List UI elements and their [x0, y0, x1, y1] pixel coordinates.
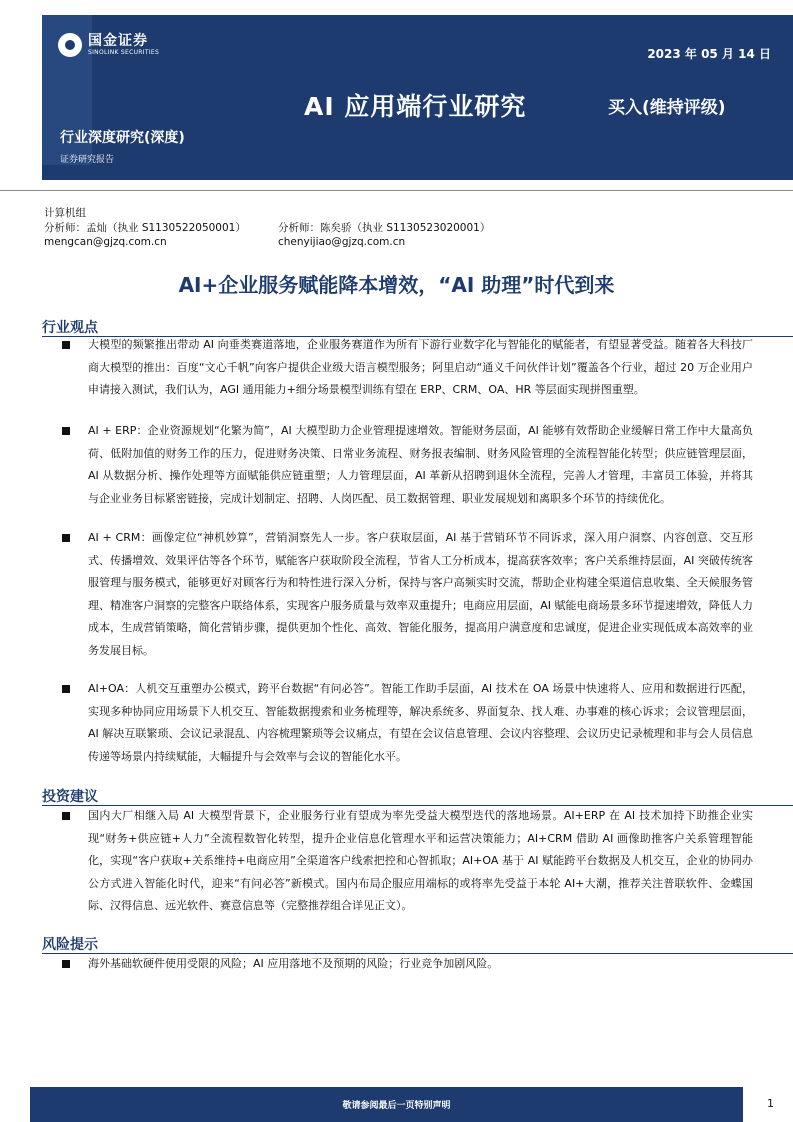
logo-name-en: SINOLINK SECURITIES [88, 49, 160, 56]
header-divider [0, 190, 793, 191]
analyst-2: 分析师：陈矣骄（执业 S1130523020001） [278, 222, 491, 234]
report-subtype: 证券研究报告 [60, 155, 115, 165]
report-title: AI 应用端行业研究 [304, 92, 527, 121]
analyst-1-email[interactable]: mengcan@gjzq.com.cn [44, 236, 167, 248]
analyst-2-email[interactable]: chenyijiao@gjzq.com.cn [278, 236, 406, 248]
bullet-icon [62, 685, 70, 693]
section-title-risk: 风险提示 [42, 937, 98, 953]
risk-paragraph: 海外基础软硬件使用受限的风险；AI 应用落地不及预期的风险；行业竞争加剧风险。 [88, 957, 499, 970]
header-banner [42, 15, 793, 180]
bullet-icon [62, 341, 70, 349]
report-type: 行业深度研究(深度) [60, 130, 185, 146]
section-title-view: 行业观点 [42, 320, 98, 336]
company-logo [58, 33, 159, 57]
view-paragraph: 大模型的频繁推出带动 AI 向垂类赛道落地，企业服务赛道作为所有下游行业数字化与智能化的赋能者，有望显著受益。随着各大科技厂商大模型的推出：百度“文心千帆”向客户提供企业级大语言模型服务；阿里启动“通义千问伙伴计划”覆盖各个行业，超过 20 万企业用户申请接入测试，我们认为，AGI 通用能力+细分场景模型训练有望在 ERP、CRM、OA、HR 等层面实现拼图重塑。 [88, 338, 753, 396]
bullet-icon [62, 812, 70, 820]
section-title-invest: 投资建议 [42, 789, 98, 805]
analyst-group: 计算机组 [44, 207, 86, 219]
logo-mark-icon [58, 33, 82, 57]
rating-badge: 买入(维持评级) [608, 98, 726, 118]
page-number: 1 [767, 1097, 774, 1110]
analyst-1: 分析师：孟灿（执业 S1130522050001） [44, 222, 246, 234]
bullet-icon [62, 427, 70, 435]
invest-paragraph: 国内大厂相继入局 AI 大模型背景下，企业服务行业有望成为率先受益大模型迭代的落地场景。AI+ERP 在 AI 技术加持下助推企业实现“财务+供应链+人力”全流程数智化转型，提升企业信息化管理水平和运营决策能力；AI+CRM 借助 AI 画像助推客户关系管理智能化，实现“客户获取+关系维持+电商应用”全渠道客户线索把控和心智抓取；AI+OA 基于 AI 赋能跨平台数据及人机交互，企业的协同办公方式进入智能化时代，迎来“有问必答”新模式。国内布局企服应用端标的或将率先受益于本轮 AI+大潮，推荐关注普联软件、金蝶国际、汉得信息、远光软件、赛意信息等（完整推荐组合详见正文）。 [88, 809, 753, 912]
view-paragraph: AI+OA：人机交互重塑办公模式，跨平台数据“有问必答”。智能工作助手层面，AI 技术在 OA 场景中快速将人、应用和数据进行匹配，实现多种协同应用场景下人机交互、智能数据搜索和业务梳理等，解决系统多、界面复杂、找人难、办事难的核心诉求；会议管理层面，AI 解决互联繁琐、会议记录混乱、内容梳理繁琐等会议痛点，有望在会议信息管理、会议内容整理、会议历史记录梳理和非与会人员信息传递等场景内持续赋能，大幅提升与会效率与会议的智能化水平。 [88, 682, 753, 763]
report-date: 2023 年 05 月 14 日 [647, 47, 771, 61]
bullet-icon [62, 534, 70, 542]
view-paragraph: AI + ERP：企业资源规划“化繁为简”，AI 大模型助力企业管理提速增效。智能财务层面，AI 能够有效帮助企业缓解日常工作中大量高负荷、低附加值的财务工作的压力，促进财务决策、日常业务流程、财务报表编制、财务风险管理的全流程智能化转型；供应链管理层面，AI 从数据分析、操作处理等方面赋能供应链重塑；人力管理层面，AI 革新从招聘到退休全流程，完善人才管理，丰富员工体验，并将其与企业业务目标紧密链接，完成计划制定、招聘、人岗匹配、员工数据管理、职业发展规划和离职多个环节的持续优化。 [88, 424, 753, 505]
bullet-icon [62, 960, 70, 968]
headline: AI+企业服务赋能降本增效，“AI 助理”时代到来 [178, 273, 615, 297]
logo-name-cn: 国金证券 [88, 33, 148, 49]
view-paragraph: AI + CRM：画像定位“神机妙算”，营销洞察先人一步。客户获取层面，AI 基于营销环节不同诉求，深入用户洞察、内容创意、交互形式、传播增效、效果评估等各个环节，赋能客户获取阶段全流程，节省人工分析成本，提高获客效率；客户关系维持层面，AI 突破传统客服管理与服务模式，能够更好对顾客行为和特性进行深入分析，保持与客户高频实时交流，帮助企业构建全渠道信息收集、全天候服务管理、精准客户洞察的完整客户联络体系，实现客户服务质量与效率双重提升；电商应用层面，AI 赋能电商场景多环节提速增效，降低人力成本，生成营销策略，简化营销步骤，提供更加个性化、高效、智能化服务，提高用户满意度和忠诚度，促进企业实现低成本高效率的业务发展目标。 [88, 531, 753, 657]
footer-disclaimer: 敬请参阅最后一页特别声明 [342, 1101, 451, 1111]
